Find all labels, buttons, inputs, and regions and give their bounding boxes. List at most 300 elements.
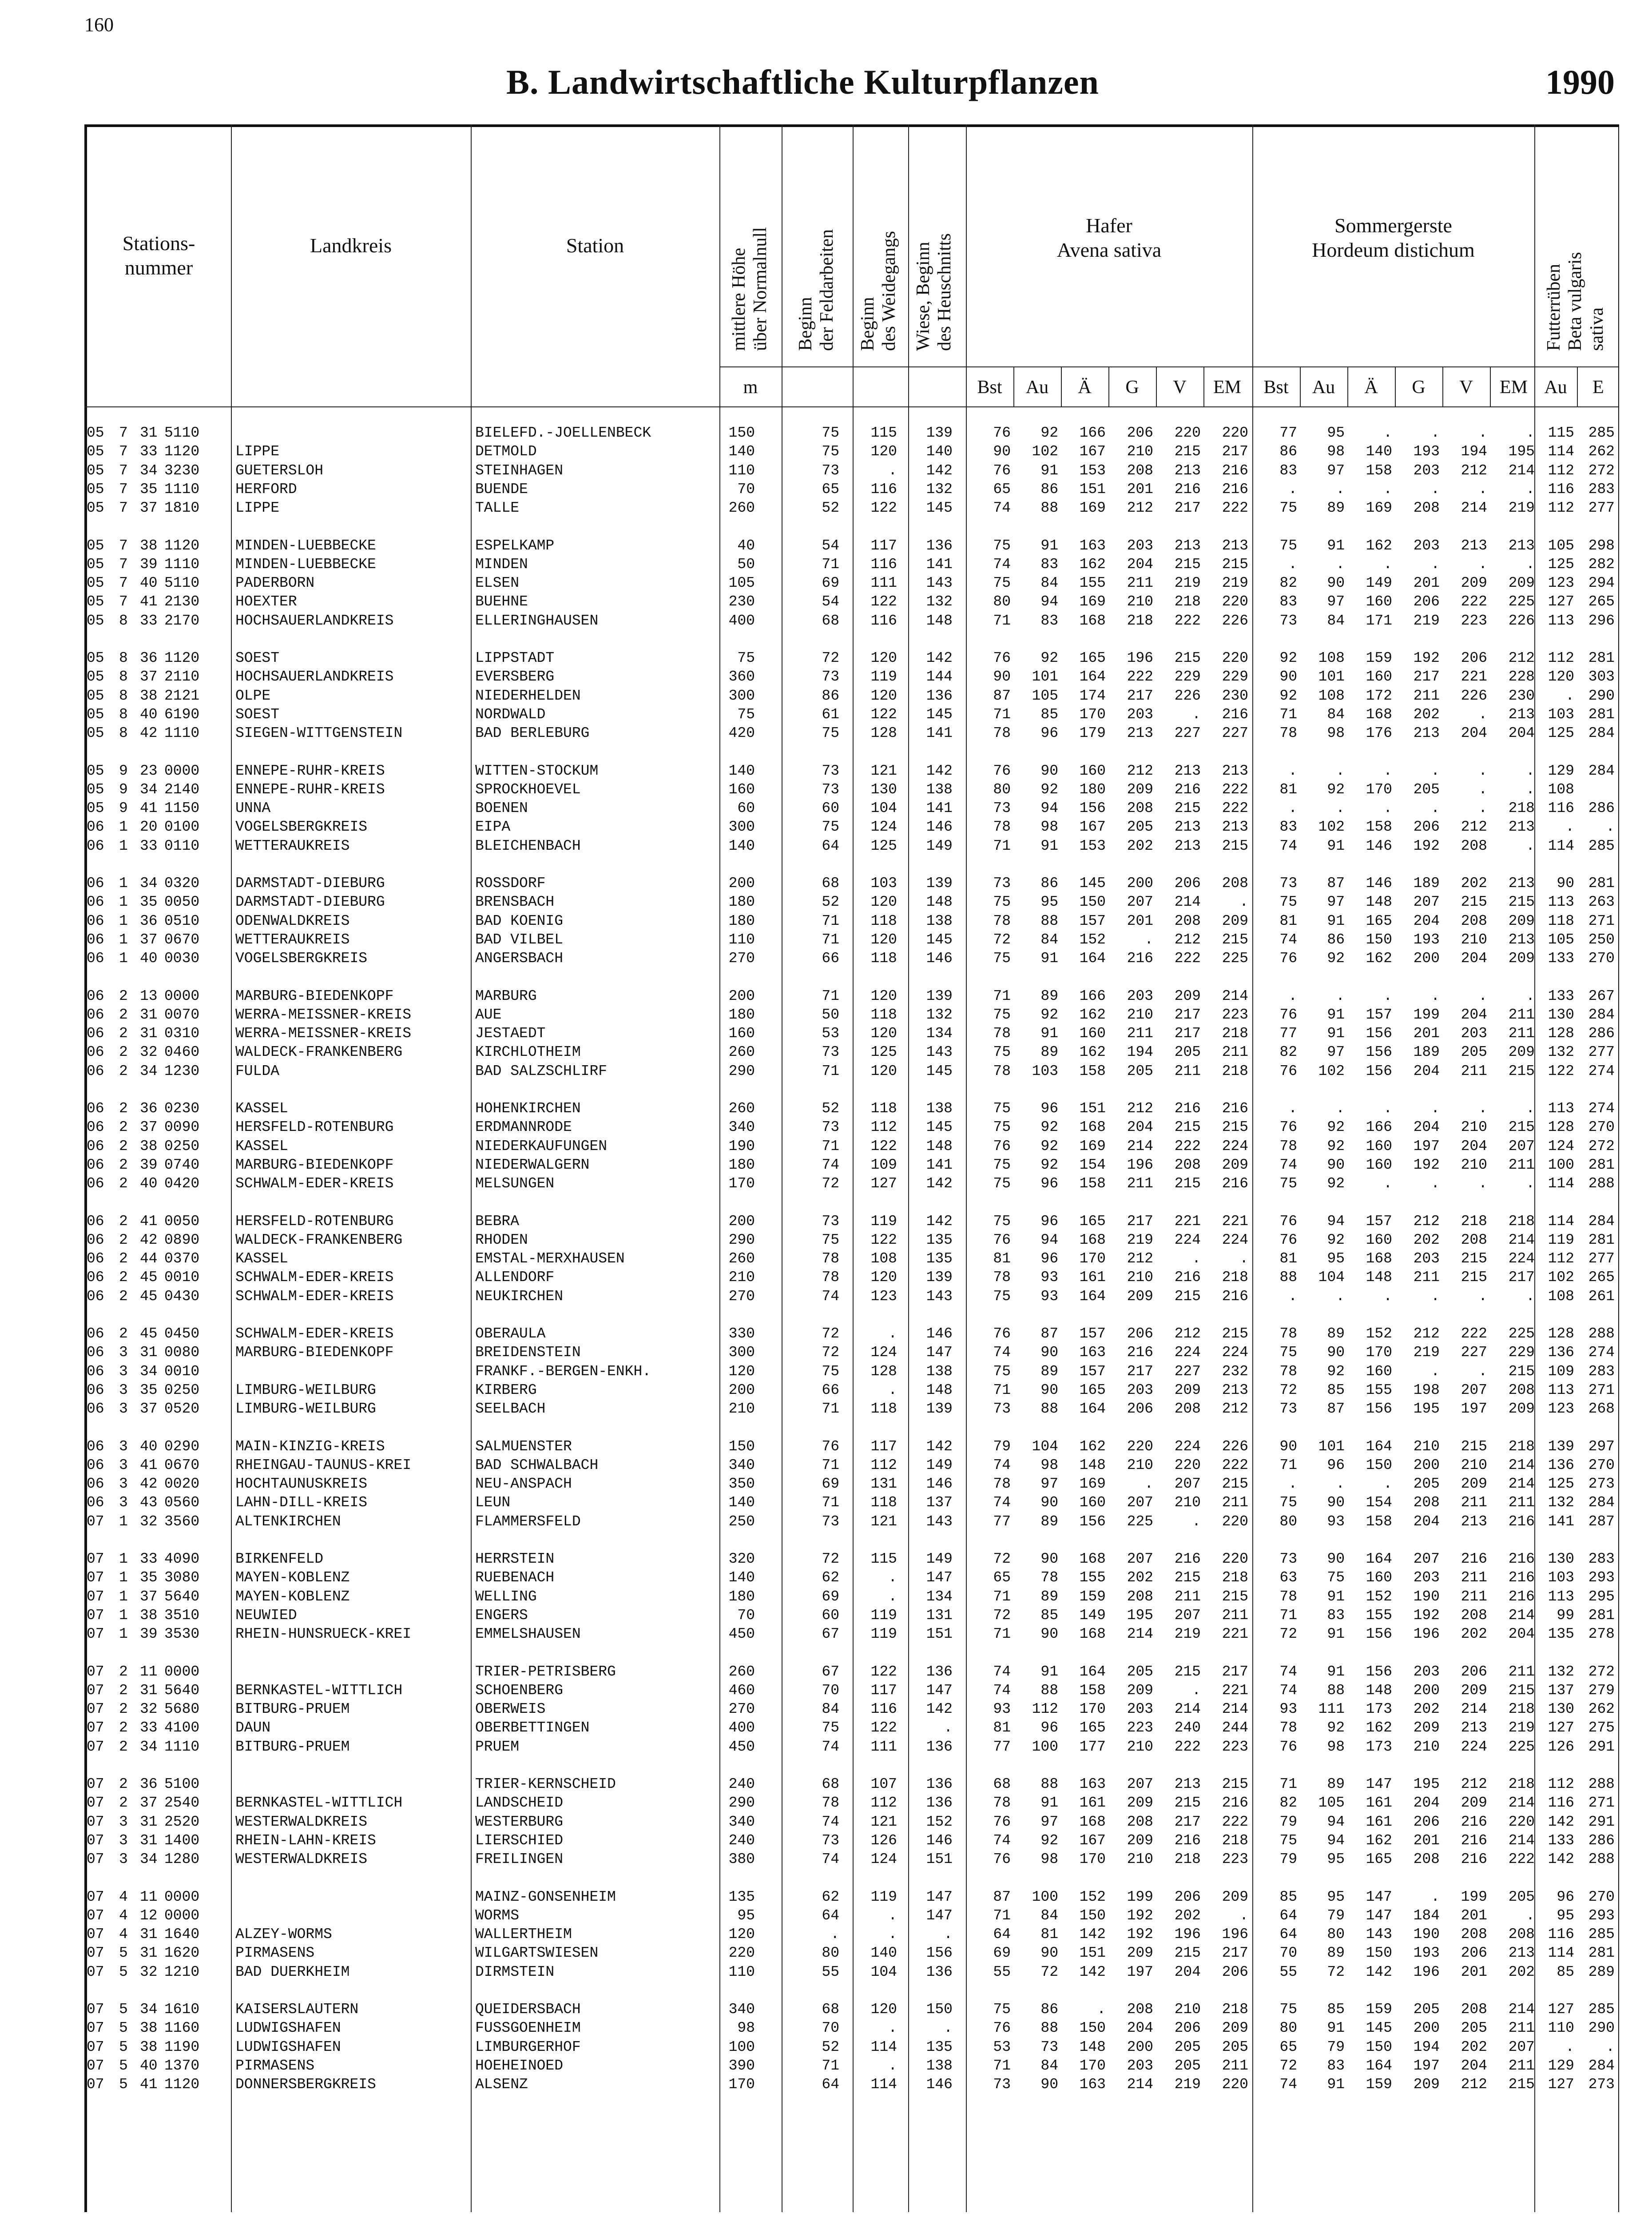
table-cell: 41 xyxy=(140,2076,158,2093)
table-cell: BAD SCHWALBACH xyxy=(475,1457,599,1473)
table-cell: 164 xyxy=(1079,1401,1106,1417)
table-cell: 118 xyxy=(870,912,897,929)
table-cell: 217 xyxy=(1413,669,1440,685)
table-cell: 213 xyxy=(1127,725,1153,742)
table-cell: 213 xyxy=(1461,537,1487,554)
unit-gerste-2: Ä xyxy=(1364,377,1378,398)
table-cell: 278 xyxy=(1588,1626,1615,1643)
table-cell: . xyxy=(1565,2038,1574,2055)
table-cell: 95 xyxy=(1327,1250,1345,1267)
table-cell: 163 xyxy=(1079,537,1106,554)
table-cell: 218 xyxy=(1222,2001,1248,2018)
table-cell: 132 xyxy=(926,481,953,498)
table-cell: 2 xyxy=(119,1175,128,1192)
table-cell: 2121 xyxy=(164,687,200,704)
table-cell: 157 xyxy=(1366,1006,1392,1023)
table-cell: 211 xyxy=(1461,1063,1487,1079)
table-cell: 92 xyxy=(1327,1719,1345,1736)
table-cell: 145 xyxy=(926,1063,953,1079)
table-cell: 3530 xyxy=(164,1626,200,1643)
table-cell: 84 xyxy=(1040,575,1058,592)
table-cell: 67 xyxy=(822,1663,839,1680)
table-cell: 74 xyxy=(993,556,1011,573)
table-cell: 290 xyxy=(728,1795,755,1811)
table-cell: 98 xyxy=(1327,443,1345,460)
table-cell: 208 xyxy=(1461,1231,1487,1248)
table-cell: 150 xyxy=(728,425,755,441)
table-cell: 270 xyxy=(1588,950,1615,967)
table-cell: 196 xyxy=(1127,1156,1153,1173)
table-cell: 35 xyxy=(140,1381,158,1398)
table-cell: 220 xyxy=(728,1945,755,1962)
table-cell: OLPE xyxy=(235,687,271,704)
table-cell: 78 xyxy=(1279,1138,1297,1154)
table-cell: 222 xyxy=(1174,612,1201,629)
table-cell: 75 xyxy=(993,1156,1011,1173)
table-cell: 98 xyxy=(1327,1738,1345,1755)
table-cell: 208 xyxy=(1127,462,1153,479)
table-cell: 207 xyxy=(1413,894,1440,911)
table-cell: 9 xyxy=(119,781,128,798)
table-cell: 93 xyxy=(1279,1701,1297,1718)
table-cell: 2 xyxy=(119,1719,128,1736)
table-cell: 44 xyxy=(140,1250,158,1267)
table-cell: 92 xyxy=(1327,950,1345,967)
table-cell: 274 xyxy=(1588,1344,1615,1361)
table-cell: SOEST xyxy=(235,706,280,723)
table-cell: 1 xyxy=(119,1626,128,1643)
table-cell: 75 xyxy=(1279,894,1297,911)
table-cell: 74 xyxy=(993,1682,1011,1699)
table-cell: 71 xyxy=(822,1457,839,1473)
table-cell: 148 xyxy=(1366,1269,1392,1286)
table-cell: BAD VILBEL xyxy=(475,931,564,948)
table-cell: 98 xyxy=(1040,1457,1058,1473)
table-cell: 68 xyxy=(822,612,839,629)
table-cell: 104 xyxy=(870,800,897,817)
table-cell: 75 xyxy=(737,650,755,666)
table-cell: 1110 xyxy=(164,481,200,498)
table-cell: 55 xyxy=(1279,1963,1297,1980)
table-cell: 2540 xyxy=(164,1795,200,1811)
table-cell: 95 xyxy=(1327,425,1345,441)
table-cell: 226 xyxy=(1222,1438,1248,1455)
table-cell: WALLERTHEIM xyxy=(475,1926,572,1943)
table-cell: LIPPE xyxy=(235,443,280,460)
table-cell: LIMBURG-WEILBURG xyxy=(235,1381,376,1398)
table-cell: 2 xyxy=(119,1156,128,1173)
table-cell: 2520 xyxy=(164,1813,200,1830)
table-cell: 06 xyxy=(87,1044,104,1061)
table-cell: 225 xyxy=(1508,593,1535,610)
table-cell: 208 xyxy=(1174,1401,1201,1417)
table-cell: 260 xyxy=(728,500,755,517)
table-cell: 75 xyxy=(822,725,839,742)
table-cell: 80 xyxy=(993,781,1011,798)
table-cell: 2 xyxy=(119,1213,128,1230)
table-cell: 217 xyxy=(1174,1025,1201,1042)
table-cell: MARBURG xyxy=(475,987,537,1004)
table-cell: 140 xyxy=(1366,443,1392,460)
table-cell: 74 xyxy=(1279,837,1297,854)
table-cell: 262 xyxy=(1588,443,1615,460)
table-cell: 86 xyxy=(1040,2001,1058,2018)
table-cell: 06 xyxy=(87,1457,104,1473)
table-cell: 217 xyxy=(1174,1006,1201,1023)
table-cell: 06 xyxy=(87,1100,104,1117)
table-cell: 1 xyxy=(119,912,128,929)
table-cell: 213 xyxy=(1174,537,1201,554)
table-cell: 3 xyxy=(119,1457,128,1473)
table-cell: 216 xyxy=(1127,1344,1153,1361)
table-cell: 158 xyxy=(1079,1175,1106,1192)
table-cell: 400 xyxy=(728,612,755,629)
table-cell: 205 xyxy=(1127,1663,1153,1680)
table-cell: DARMSTADT-DIEBURG xyxy=(235,894,385,911)
table-cell: 92 xyxy=(1327,1175,1345,1192)
table-cell: LANDSCHEID xyxy=(475,1795,564,1811)
table-cell: 168 xyxy=(1079,1119,1106,1136)
table-cell: 50 xyxy=(737,556,755,573)
table-cell: 450 xyxy=(728,1738,755,1755)
table-cell: 64 xyxy=(1279,1907,1297,1924)
table-cell: EMMELSHAUSEN xyxy=(475,1626,581,1643)
table-cell: . xyxy=(830,1926,839,1943)
table-cell: 141 xyxy=(926,725,953,742)
table-cell: 212 xyxy=(1461,1776,1487,1792)
table-cell: 213 xyxy=(1461,1719,1487,1736)
table-cell: 1 xyxy=(119,1607,128,1624)
table-cell: 05 xyxy=(87,781,104,798)
table-cell: 7 xyxy=(119,575,128,592)
table-cell: 78 xyxy=(993,912,1011,929)
table-cell: . xyxy=(1383,556,1392,573)
table-cell: 162 xyxy=(1079,1006,1106,1023)
table-cell: 170 xyxy=(728,1175,755,1192)
table-cell: 214 xyxy=(1508,1795,1535,1811)
table-cell: 92 xyxy=(1040,1156,1058,1173)
table-cell: 113 xyxy=(1548,1100,1574,1117)
table-cell: 165 xyxy=(1366,912,1392,929)
table-cell: 2130 xyxy=(164,593,200,610)
table-cell: 74 xyxy=(993,1494,1011,1511)
table-cell: BIRKENFELD xyxy=(235,1551,324,1567)
table-cell: 295 xyxy=(1588,1588,1615,1605)
table-cell: 3560 xyxy=(164,1513,200,1530)
table-cell: 72 xyxy=(1327,1963,1345,1980)
table-cell: 83 xyxy=(1327,2057,1345,2074)
table-cell: 32 xyxy=(140,1044,158,1061)
table-cell: 142 xyxy=(1079,1926,1106,1943)
table-cell: 162 xyxy=(1366,1832,1392,1849)
table-cell: 75 xyxy=(993,950,1011,967)
table-cell: 71 xyxy=(822,1494,839,1511)
table-cell: 07 xyxy=(87,2057,104,2074)
table-cell: 05 xyxy=(87,575,104,592)
table-cell: 0460 xyxy=(164,1044,200,1061)
table-cell: 2 xyxy=(119,1025,128,1042)
table-cell: 199 xyxy=(1461,1888,1487,1905)
table-cell: 71 xyxy=(822,1063,839,1079)
table-cell: 88 xyxy=(1040,1401,1058,1417)
table-cell: 116 xyxy=(1548,1926,1574,1943)
table-cell: 277 xyxy=(1588,1044,1615,1061)
table-cell: 202 xyxy=(1413,1231,1440,1248)
table-cell: 204 xyxy=(1413,1119,1440,1136)
table-cell: 206 xyxy=(1413,593,1440,610)
table-cell: 283 xyxy=(1588,1551,1615,1567)
table-cell: 0100 xyxy=(164,819,200,836)
table-cell: 212 xyxy=(1127,1100,1153,1117)
table-cell: 91 xyxy=(1327,2020,1345,2037)
table-cell: 07 xyxy=(87,1813,104,1830)
table-cell: 122 xyxy=(870,1719,897,1736)
table-cell: 135 xyxy=(926,1250,953,1267)
table-cell: 206 xyxy=(1127,1325,1153,1342)
table-cell: 34 xyxy=(140,1738,158,1755)
table-cell: 06 xyxy=(87,950,104,967)
table-cell: DIRMSTEIN xyxy=(475,1963,555,1980)
table-cell: 70 xyxy=(737,481,755,498)
table-cell: 3 xyxy=(119,1813,128,1830)
table-cell: 152 xyxy=(1079,931,1106,948)
table-cell: 291 xyxy=(1588,1813,1615,1830)
table-cell: 260 xyxy=(728,1100,755,1117)
table-cell: 92 xyxy=(1327,781,1345,798)
table-cell: 148 xyxy=(1366,894,1392,911)
table-cell: 34 xyxy=(140,462,158,479)
table-cell: 45 xyxy=(140,1269,158,1286)
table-cell: 0230 xyxy=(164,1100,200,1117)
table-cell: 149 xyxy=(1079,1607,1106,1624)
table-cell: 124 xyxy=(870,1344,897,1361)
table-cell: 217 xyxy=(1127,1213,1153,1230)
table-cell: 1280 xyxy=(164,1851,200,1868)
table-cell: 81 xyxy=(1279,781,1297,798)
table-cell: 215 xyxy=(1174,556,1201,573)
table-cell: 213 xyxy=(1508,706,1535,723)
table-cell: 138 xyxy=(926,1100,953,1117)
table-cell: 145 xyxy=(926,1119,953,1136)
table-cell: 87 xyxy=(1040,1325,1058,1342)
table-cell: 168 xyxy=(1366,1250,1392,1267)
table-cell: 134 xyxy=(926,1025,953,1042)
table-cell: 286 xyxy=(1588,1832,1615,1849)
table-cell: 100 xyxy=(1032,1888,1058,1905)
table-cell: 163 xyxy=(1079,1776,1106,1792)
table-cell: 170 xyxy=(728,2076,755,2093)
table-cell: 0000 xyxy=(164,762,200,779)
table-cell: 54 xyxy=(822,537,839,554)
table-cell: BUEHNE xyxy=(475,593,528,610)
table-cell: EMSTAL-MERXHAUSEN xyxy=(475,1250,625,1267)
table-cell: 95 xyxy=(1557,1907,1574,1924)
table-cell: 91 xyxy=(1040,837,1058,854)
table-cell: 170 xyxy=(1079,2057,1106,2074)
table-cell: 140 xyxy=(728,762,755,779)
table-cell: 167 xyxy=(1079,1832,1106,1849)
table-cell: . xyxy=(1336,481,1345,498)
table-cell: 41 xyxy=(140,800,158,817)
table-cell: 212 xyxy=(1174,931,1201,948)
table-cell: 222 xyxy=(1222,1813,1248,1830)
table-cell: 227 xyxy=(1461,1344,1487,1361)
table-cell: 70 xyxy=(822,1682,839,1699)
table-cell: 195 xyxy=(1413,1401,1440,1417)
table-cell: 38 xyxy=(140,537,158,554)
unit-hafer-2: Ä xyxy=(1078,377,1092,398)
table-cell: 330 xyxy=(728,1325,755,1342)
table-cell: 211 xyxy=(1413,687,1440,704)
table-cell: 1 xyxy=(119,1569,128,1586)
table-cell: 104 xyxy=(1032,1438,1058,1455)
table-cell: EVERSBERG xyxy=(475,669,555,685)
table-cell: 214 xyxy=(1174,894,1201,911)
table-cell: 142 xyxy=(926,650,953,666)
table-cell: 284 xyxy=(1588,1213,1615,1230)
table-cell: 206 xyxy=(1461,1663,1487,1680)
table-cell: 207 xyxy=(1127,1551,1153,1567)
table-cell: 90 xyxy=(1040,2076,1058,2093)
table-cell: 3 xyxy=(119,1381,128,1398)
table-cell: 0670 xyxy=(164,1457,200,1473)
table-cell: 190 xyxy=(728,1138,755,1154)
table-cell: 111 xyxy=(1318,1701,1345,1718)
table-cell: 71 xyxy=(822,1401,839,1417)
table-cell: 146 xyxy=(1366,837,1392,854)
table-cell: 142 xyxy=(926,1701,953,1718)
table-cell: 31 xyxy=(140,1832,158,1849)
table-cell: 91 xyxy=(1327,2076,1345,2093)
table-cell: DARMSTADT-DIEBURG xyxy=(235,875,385,892)
table-cell: . xyxy=(1383,1288,1392,1305)
table-cell: 192 xyxy=(1413,1156,1440,1173)
table-cell: 86 xyxy=(1040,875,1058,892)
table-cell: 272 xyxy=(1588,462,1615,479)
table-cell: 213 xyxy=(1222,537,1248,554)
table-cell: OBERAULA xyxy=(475,1325,546,1342)
table-cell: 2 xyxy=(119,1250,128,1267)
table-cell: 226 xyxy=(1461,687,1487,704)
table-cell: 79 xyxy=(1327,1907,1345,1924)
table-cell: 205 xyxy=(1413,781,1440,798)
table-cell: 07 xyxy=(87,1888,104,1905)
table-cell: 07 xyxy=(87,1907,104,1924)
table-cell: 40 xyxy=(737,537,755,554)
table-cell: 223 xyxy=(1222,1851,1248,1868)
table-cell: 139 xyxy=(926,875,953,892)
table-cell: 216 xyxy=(1174,781,1201,798)
table-cell: 215 xyxy=(1174,1663,1201,1680)
table-cell: 199 xyxy=(1413,1006,1440,1023)
table-cell: . xyxy=(1239,894,1248,911)
table-cell: . xyxy=(944,2020,953,2037)
table-cell: 146 xyxy=(926,1832,953,1849)
table-cell: 85 xyxy=(1557,1963,1574,1980)
table-cell: 285 xyxy=(1588,1926,1615,1943)
table-cell: . xyxy=(1478,1175,1487,1192)
unit-gerste-3: G xyxy=(1412,377,1426,398)
table-cell: 120 xyxy=(728,1363,755,1380)
table-cell: 208 xyxy=(1127,800,1153,817)
table-cell: 0510 xyxy=(164,912,200,929)
table-cell: ODENWALDKREIS xyxy=(235,912,350,929)
table-cell: 2170 xyxy=(164,612,200,629)
table-cell: 90 xyxy=(1040,1344,1058,1361)
table-cell: 89 xyxy=(1040,987,1058,1004)
table-cell: 75 xyxy=(993,575,1011,592)
table-cell: 147 xyxy=(926,1888,953,1905)
unit-hafer-1: Au xyxy=(1025,377,1049,398)
table-cell: 37 xyxy=(140,500,158,517)
table-cell: 3 xyxy=(119,1476,128,1493)
table-cell: 2 xyxy=(119,1138,128,1154)
table-cell: HOCHSAUERLANDKREIS xyxy=(235,669,394,685)
table-cell: LUDWIGSHAFEN xyxy=(235,2020,341,2037)
table-cell: 281 xyxy=(1588,1231,1615,1248)
table-cell: 108 xyxy=(1318,650,1345,666)
table-cell: 93 xyxy=(993,1701,1011,1718)
table-cell: 1120 xyxy=(164,2076,200,2093)
table-cell: 267 xyxy=(1588,987,1615,1004)
table-cell: 215 xyxy=(1508,894,1535,911)
table-cell: NIEDERKAUFUNGEN xyxy=(475,1138,608,1154)
table-cell: 290 xyxy=(1588,2020,1615,2037)
table-cell: 135 xyxy=(926,2038,953,2055)
table-cell: 05 xyxy=(87,462,104,479)
table-cell: 139 xyxy=(926,1401,953,1417)
table-cell: 140 xyxy=(728,837,755,854)
table-cell: . xyxy=(1144,931,1153,948)
table-cell: 161 xyxy=(1366,1813,1392,1830)
table-cell: 141 xyxy=(926,1156,953,1173)
table-cell: 06 xyxy=(87,1381,104,1398)
table-cell: 89 xyxy=(1327,500,1345,517)
table-cell: 88 xyxy=(1040,2020,1058,2037)
table-cell: 71 xyxy=(822,1138,839,1154)
table-cell: 215 xyxy=(1222,931,1248,948)
table-cell: 213 xyxy=(1174,762,1201,779)
table-cell: 0010 xyxy=(164,1269,200,1286)
table-cell: 210 xyxy=(1127,1851,1153,1868)
table-cell: 211 xyxy=(1508,1025,1535,1042)
table-cell: 215 xyxy=(1461,1250,1487,1267)
table-cell: QUEIDERSBACH xyxy=(475,2001,581,2018)
table-cell: 420 xyxy=(728,725,755,742)
table-cell: 1620 xyxy=(164,1945,200,1962)
table-cell: 32 xyxy=(140,1513,158,1530)
table-cell: 2110 xyxy=(164,669,200,685)
table-cell: 156 xyxy=(1366,1063,1392,1079)
table-cell: 89 xyxy=(1040,1044,1058,1061)
table-cell: 7 xyxy=(119,593,128,610)
table-cell: 06 xyxy=(87,1438,104,1455)
table-cell: 135 xyxy=(926,1231,953,1248)
table-cell: 222 xyxy=(1461,1325,1487,1342)
table-cell: 216 xyxy=(1461,1551,1487,1567)
table-cell: 215 xyxy=(1174,650,1201,666)
table-cell: 0520 xyxy=(164,1401,200,1417)
table-cell: 212 xyxy=(1413,1325,1440,1342)
table-cell: 120 xyxy=(870,687,897,704)
table-cell: 223 xyxy=(1127,1719,1153,1736)
table-cell: . xyxy=(1336,1288,1345,1305)
table-cell: 223 xyxy=(1461,612,1487,629)
table-cell: 64 xyxy=(822,2076,839,2093)
table-cell: 209 xyxy=(1222,912,1248,929)
table-cell: 208 xyxy=(1174,912,1201,929)
table-cell: 1150 xyxy=(164,800,200,817)
